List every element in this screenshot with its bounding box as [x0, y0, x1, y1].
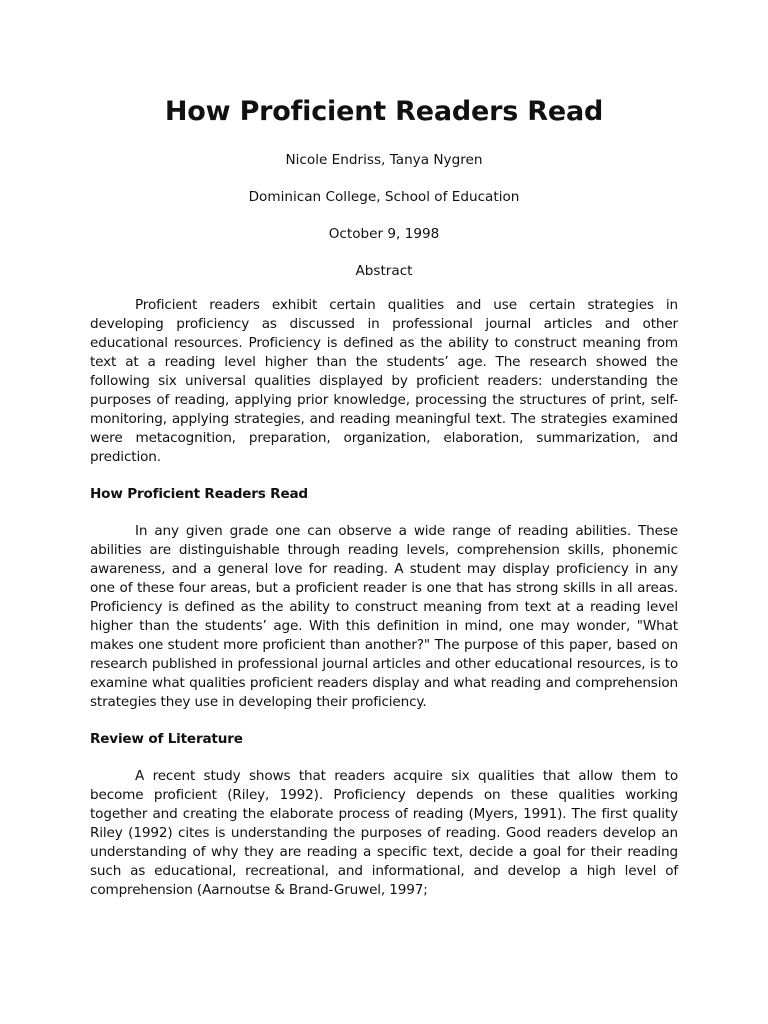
section-paragraph-intro: In any given grade one can observe a wide range of reading abilities. These abilities are distinguishable through reading levels, comprehension skills, phonemic awareness, and a general love for reading. A student may display proficiency in any one of these four areas, but a proficient reader is one that has strong skills in all areas. Proficiency is defined as the ability to construct meaning from text at a reading level higher than the students’ age. With this definition in mind, one may wonder, "What makes one student more proficient than another?" The purpose of this paper, based on research published in professional journal articles and other educational resources, is to examine what qualities proficient readers display and what reading and comprehension strategies they use in developing their proficiency. [90, 523, 678, 710]
paper-authors: Nicole Endriss, Tanya Nygren [285, 152, 483, 168]
section-heading-how-proficient-readers-read: How Proficient Readers Read [90, 486, 308, 502]
paper-affiliation: Dominican College, School of Education [248, 189, 520, 205]
section-paragraph-review: A recent study shows that readers acquire six qualities that allow them to become proficient (Riley, 1992). Proficiency depends on these qualities working together and creating the elaborate process of reading (Myers, 1991). The first quality Riley (1992) cites is understanding the purposes of reading. Good readers develop an understanding of why they are reading a specific text, decide a goal for their reading such as educational, recreational, and informational, and develop a high level of comprehension (Aarnoutse & Brand-Gruwel, 1997; [90, 768, 678, 898]
paper-title: How Proficient Readers Read [164, 96, 604, 127]
section-heading-review-of-literature: Review of Literature [90, 731, 243, 747]
abstract-paragraph: Proficient readers exhibit certain qualities and use certain strategies in developing proficiency as discussed in professional journal articles and other educational resources. Proficiency is defined as the ability to construct meaning from text at a reading level higher than the students’ age. The research showed the following six universal qualities displayed by proficient readers: understanding the purposes of reading, applying prior knowledge, processing the structures of print, self-monitoring, applying strategies, and reading meaningful text. The strategies examined were metacognition, preparation, organization, elaboration, summarization, and prediction. [90, 297, 678, 465]
abstract-label: Abstract [355, 263, 413, 279]
paper-date: October 9, 1998 [328, 226, 440, 242]
